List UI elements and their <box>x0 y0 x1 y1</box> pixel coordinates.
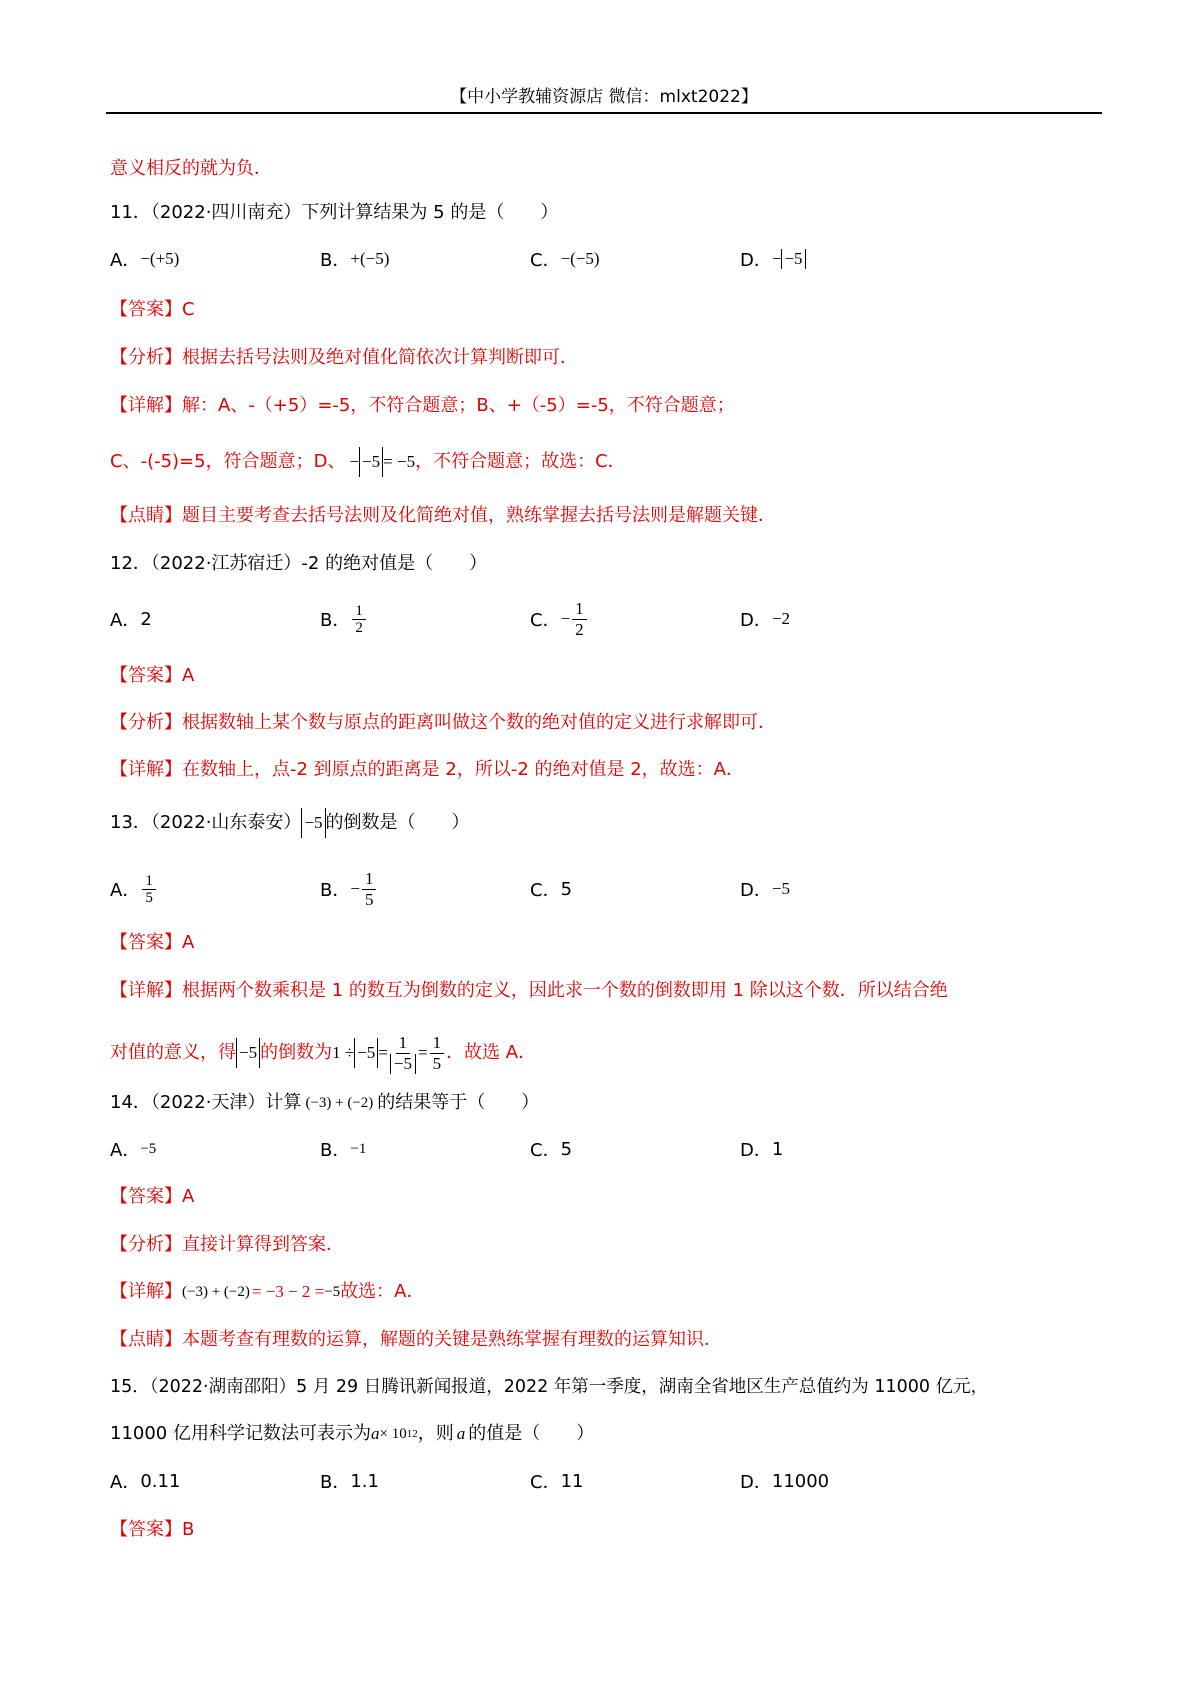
q15-option-b: B． 1.1 <box>320 1470 379 1493</box>
q12-answer: 【答案】A <box>110 665 195 686</box>
q12-option-c: C． − $\frac{1}{2}$ <box>530 604 589 634</box>
q13-detail-2: 对值的意义，得 −5 的倒数为 1 ÷ −5 = $\frac{1}{-5}$ = $\frac{1}{5}$ ．故选 A． <box>110 1032 537 1073</box>
q11-option-b: B． +(−5) <box>320 249 390 271</box>
q14-stem: 14．（2022·天津）计算 (−3) + (−2) 的结果等于（ ） <box>110 1092 540 1113</box>
q15-option-d: D． 11000 <box>740 1470 830 1493</box>
q13-stem: 13．（2022·山东泰安） −5 的倒数是（ ） <box>110 808 470 838</box>
q11-stem: 11．（2022·四川南充）下列计算结果为 5 的是（ ） <box>110 202 559 223</box>
q12-option-b: B． $\frac{1}{2}$ <box>320 604 368 634</box>
q13-option-a: A． $\frac{1}{5}$ <box>110 874 158 904</box>
q13-option-c: C． 5 <box>530 878 573 901</box>
q14-point: 【点睛】本题考查有理数的运算，解题的关键是熟练掌握有理数的运算知识． <box>110 1329 722 1350</box>
q11-detail-2: C、-(-5)=5，符合题意；D、 − −5 = −5 ，不符合题意；故选：C． <box>110 447 626 477</box>
q11-answer: 【答案】C <box>110 299 195 320</box>
q12-option-a: A． 2 <box>110 608 152 631</box>
q13-option-b: B． − $\frac{1}{5}$ <box>320 874 378 904</box>
q15-answer: 【答案】B <box>110 1519 195 1540</box>
q11-option-a: A． −(+5) <box>110 249 180 271</box>
q11-analysis: 【分析】根据去括号法则及绝对值化简依次计算判断即可． <box>110 347 578 368</box>
q12-analysis: 【分析】根据数轴上某个数与原点的距离叫做这个数的绝对值的定义进行求解即可． <box>110 712 776 733</box>
q15-stem-1: 15．（2022·湖南邵阳）5 月 29 日腾讯新闻报道，2022 年第一季度，湖南全省地区生产总值约为 11000 亿元， <box>110 1377 989 1397</box>
q14-option-d: D． 1 <box>740 1138 784 1161</box>
q14-answer: 【答案】A <box>110 1186 195 1207</box>
q11-detail-1: 【详解】解：A、-（+5）=-5，不符合题意；B、+（-5）=-5，不符合题意； <box>110 395 735 416</box>
q12-option-d: D． −2 <box>740 609 790 631</box>
q14-analysis: 【分析】直接计算得到答案． <box>110 1234 344 1255</box>
q14-detail: 【详解】 (−3) + (−2) = −3 − 2 = −5 故选：A． <box>110 1281 425 1302</box>
q14-option-b: B． −1 <box>320 1140 367 1161</box>
q13-detail-1: 【详解】根据两个数乘积是 1 的数互为倒数的定义，因此求一个数的倒数即用 1 除以这个数．所以结合绝 <box>110 980 948 1001</box>
continuation-line: 意义相反的就为负． <box>110 158 272 179</box>
q11-option-d: D． − −5 <box>740 244 806 274</box>
q12-detail: 【详解】在数轴上，点-2 到原点的距离是 2，所以-2 的绝对值是 2，故选：A． <box>110 759 744 780</box>
q12-stem: 12．（2022·江苏宿迁）-2 的绝对值是（ ） <box>110 553 488 574</box>
q15-option-a: A． 0.11 <box>110 1470 181 1493</box>
q13-option-d: D． −5 <box>740 879 790 901</box>
page-header: 【中小学教辅资源店 微信：mlxt2022】 <box>106 82 1102 114</box>
q11-point: 【点睛】题目主要考查去括号法则及化简绝对值，熟练掌握去括号法则是解题关键． <box>110 505 776 526</box>
q14-option-a: A． −5 <box>110 1140 157 1161</box>
q15-option-c: C． 11 <box>530 1470 584 1493</box>
q13-answer: 【答案】A <box>110 932 195 953</box>
q14-option-c: C． 5 <box>530 1138 573 1161</box>
q15-stem-2: 11000 亿用科学记数法可表示为 a × 10 12 ，则 a 的值是（ ） <box>110 1423 595 1444</box>
q11-option-c: C． −(−5) <box>530 249 600 271</box>
